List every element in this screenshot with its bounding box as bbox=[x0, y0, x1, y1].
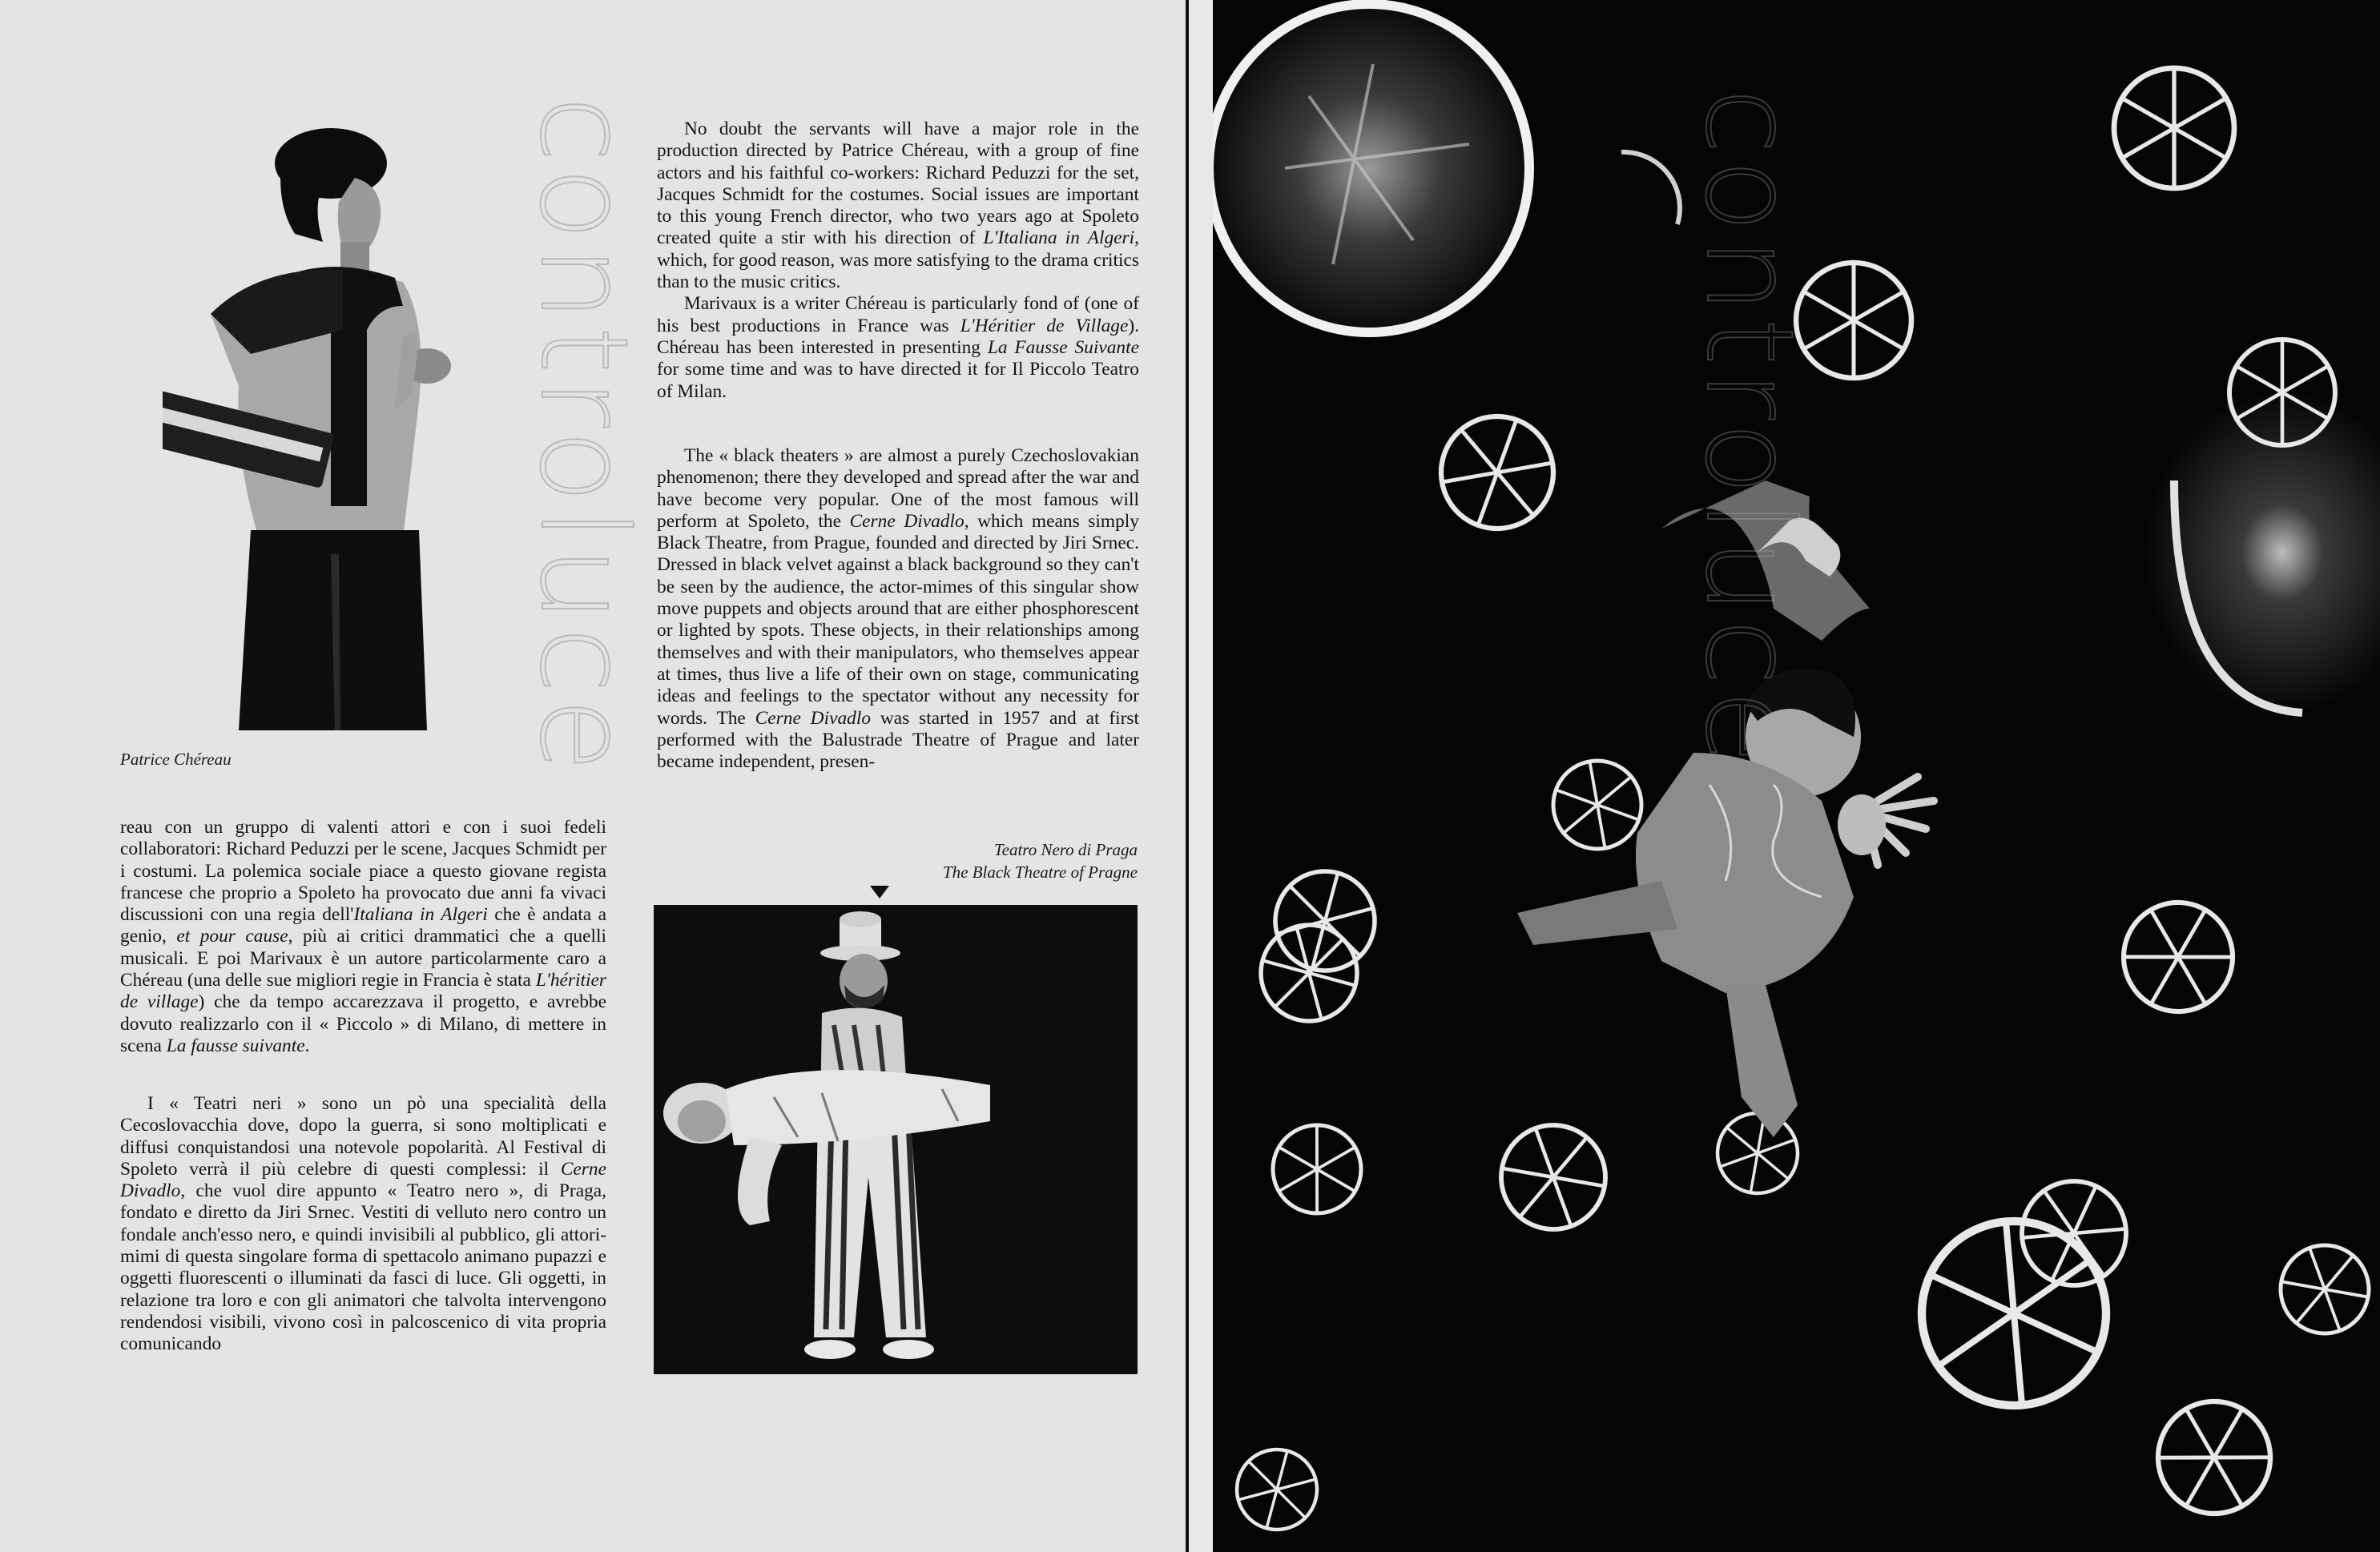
italian-paragraph-2: I « Teatri neri » sono un pò una specialità della Cecoslovacchia dove, dopo la guerra, si sono moltiplicati e diffusi conquistandosi una notevole popolarità. Al Festival di Spoleto verrà il più celebre di questi complessi: il Cerne Divadlo, che vuol dire appunto « Teatro nero », di Praga, fondato e diretto da Jiri Srnec. Vestiti di velluto nero contro un fondale anch'esso nero, e quindi invisibili al pubblico, gli attori-mimi di questa singolare forma di spettacolo animano pupazzi e oggetti fluorescenti o illuminati da fasci di luce. Gli oggetti, in relazione tra loro e con gli animatori che talvolta intervengono rendendosi visibili, vivono così in palcoscenico di vita propria comunicando bbox=[120, 1093, 606, 1355]
left-page bbox=[0, 0, 1189, 1552]
english-text-block-1 bbox=[657, 119, 1139, 403]
portrait-caption: Patrice Chéreau bbox=[120, 750, 232, 769]
english-text-block-2 bbox=[657, 445, 1139, 773]
italian-text-block-1 bbox=[120, 817, 606, 1057]
watermark-text: controluce bbox=[513, 96, 653, 777]
theatre-caption-italian: Teatro Nero di Praga bbox=[993, 840, 1138, 859]
right-page-photo bbox=[1213, 0, 2380, 1552]
theatre-caption-english: The Black Theatre of Pragne bbox=[942, 862, 1138, 882]
black-theatre-photo bbox=[654, 905, 1138, 1374]
english-paragraph-2: Marivaux is a writer Chéreau is particularly fond of (one of his best productions in France was L'Héritier de Village). Chéreau has been interested in presenting La Fausse Suivante for some time and was to have directed it for Il Piccolo Teatro of Milan. bbox=[657, 293, 1139, 402]
english-paragraph-1: No doubt the servants will have a major role in the production directed by Patrice Chéreau, with a group of fine actors and his faithful co-workers: Richard Peduzzi for the set, Jacques Schmidt for the costumes. Social issues are important to this young French director, who two years ago at Spoleto created quite a stir with his direction of L'Italiana in Algeri, which, for good reason, was more satisfying to the drama critics than to the music critics. bbox=[657, 119, 1139, 293]
theatre-caption bbox=[801, 838, 1138, 883]
english-paragraph-3: The « black theaters » are almost a purely Czechoslovakian phenomenon; there they developed and spread after the war and have become very popular. One of the most famous will perform at Spoleto, the Cerne Divadlo, which means simply Black Theatre, from Prague, founded and directed by Jiri Srnec. Dressed in black velvet against a black background so they can't be seen by the audience, the actor-mimes of this singular show move puppets and objects around that are either phosphorescent or lighted by spots. These objects, in their relationships among themselves and with their manipulators, who themselves appear at times, thus live a life of their own on stage, communicating ideas and feelings to the spectator without any necessity for words. The Cerne Divadlo was started in 1957 and at first performed with the Balustrade Theatre of Prague and later became independent, presen- bbox=[657, 445, 1140, 773]
portrait-photo bbox=[163, 122, 483, 730]
italian-text-block-2 bbox=[120, 1093, 606, 1356]
down-arrow-icon bbox=[870, 886, 889, 899]
page-gutter bbox=[1189, 0, 1213, 1552]
italian-paragraph-1: reau con un gruppo di valenti attori e con i suoi fedeli collaboratori: Richard Peduzzi per le scene, Jacques Schmidt per i costumi. La polemica sociale piace a questo giovane regista francese che proprio a Spoleto ha provocato due anni fa vivaci discussioni con una regia dell'Italiana in Algeri che è andata a genio, et pour cause, più ai critici drammatici che a quelli musicali. E poi Marivaux è un autore particolarmente caro a Chéreau (una delle sue migliori regie in Francia è stata L'héritier de village) che da tempo accarezzava il progetto, e avrebbe dovuto realizzarlo con il « Piccolo » di Milano, di mettere in scena La fausse suivante. bbox=[120, 817, 606, 1056]
watermark-text: controluce bbox=[1679, 88, 1818, 769]
